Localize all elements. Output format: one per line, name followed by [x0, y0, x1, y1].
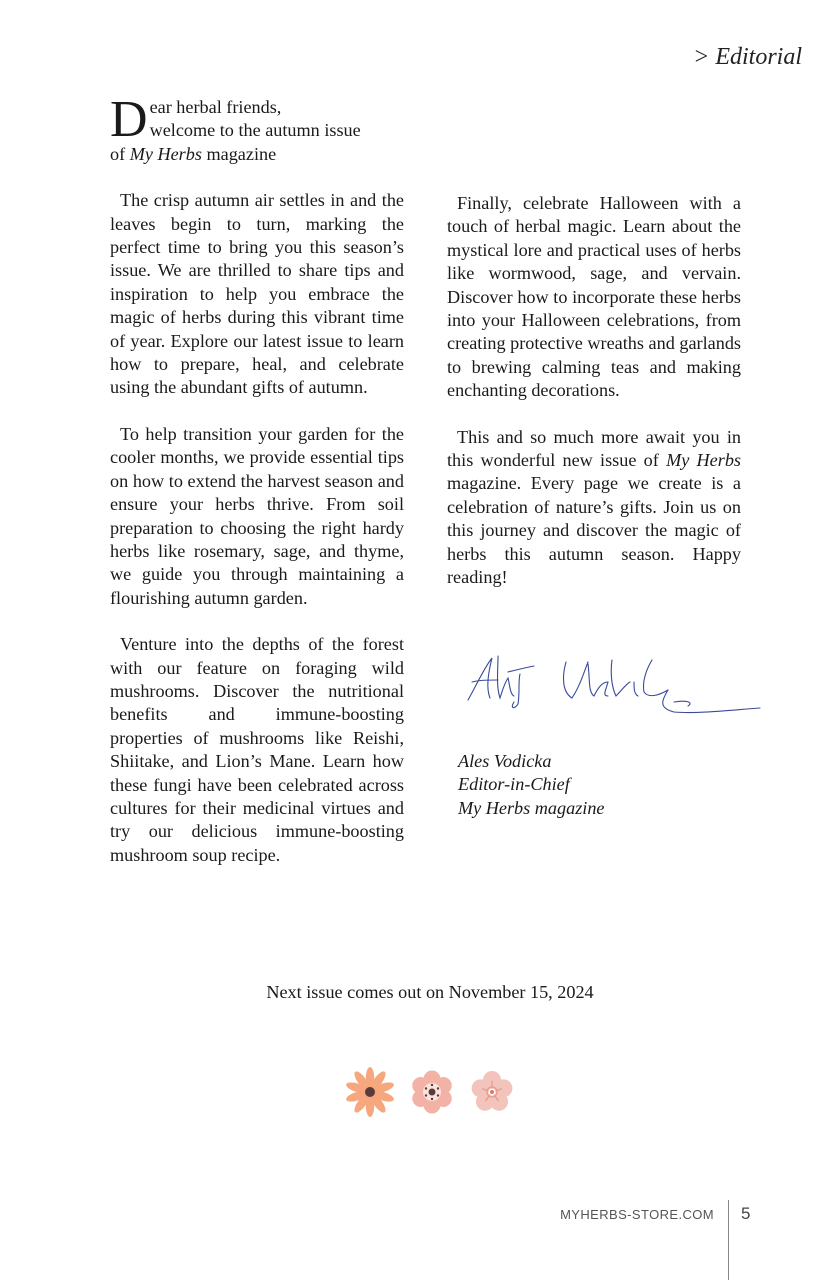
greeting-line-1: ear herbal friends,: [149, 97, 282, 117]
next-issue-notice: Next issue comes out on November 15, 2024: [266, 982, 594, 1002]
orange-flower-icon: [345, 1067, 395, 1117]
flower-ornament: [340, 1064, 520, 1120]
handwritten-signature: [462, 652, 762, 732]
greeting-line-2: welcome to the autumn issue: [149, 120, 361, 141]
publication-name: My Herbs magazine: [458, 797, 605, 818]
paragraph-garden: To help transition your garden for the cooler months, we provide essential tips on how to extend the harvest season and ensure your herbs thrive. From soil preparation to choosing the right hardy herbs like rosemary, sage, and thyme, we guide you through maintaining a flourishing autumn garden.: [110, 423, 404, 608]
greeting: [110, 91, 404, 166]
magazine-name-inline: My Herbs: [666, 450, 741, 471]
editor-role: Editor-in-Chief: [458, 774, 570, 795]
pale-flower-icon: [469, 1071, 515, 1114]
footer-website[interactable]: MYHERBS-STORE.COM: [560, 1207, 714, 1222]
paragraph-mushrooms: Venture into the depths of the forest with our feature on foraging wild mushrooms. Discover the nutritional benefits and immune-boosting properties of mushrooms like Reishi, Shiitake, and Lion’s Mane. Learn how these fungi have been celebrated across cultures for their medicinal virtues and try our delicious immune-boosting mushroom soup recipe.: [110, 634, 404, 865]
signature-block: [458, 750, 605, 820]
drop-cap: D: [110, 91, 148, 148]
footer-divider: [728, 1200, 729, 1280]
right-column: [447, 192, 741, 613]
paragraph-halloween: Finally, celebrate Halloween with a touch of herbal magic. Learn about the mystical lore and practical uses of herbs like wormwood, sage, and vervain. Discover how to incorporate these herbs into your Halloween celebrations, from creating protective wreaths and garlands to brewing calming teas and making enchanting decorations.: [447, 193, 741, 401]
paragraph-autumn-intro: The crisp autumn air settles in and the leaves begin to turn, marking the perfect time to bring you this season’s issue. We are thrilled to share tips and inspiration to help you embrace the magic of herbs during this vibrant time of year. Explore our latest issue to learn how to prepare, heal, and celebrate using the abundant gifts of autumn.: [110, 190, 404, 398]
magazine-name: My Herbs: [129, 143, 202, 164]
paragraph-closing: This and so much more await you in this wonderful new issue of My Herbs magazine. Every page we create is a celebration of nature’s gifts. Join us on this journey and discover the magic of herbs this autumn season. Happy reading!: [447, 426, 741, 588]
page-number: 5: [741, 1204, 751, 1223]
pink-flower-icon: [409, 1071, 455, 1114]
left-column: [110, 91, 404, 890]
editor-name: Ales Vodicka: [458, 751, 552, 771]
signature-icon: [462, 652, 762, 732]
section-label: > Editorial: [693, 44, 802, 70]
greeting-line-3: of My Herbs magazine: [110, 143, 277, 164]
